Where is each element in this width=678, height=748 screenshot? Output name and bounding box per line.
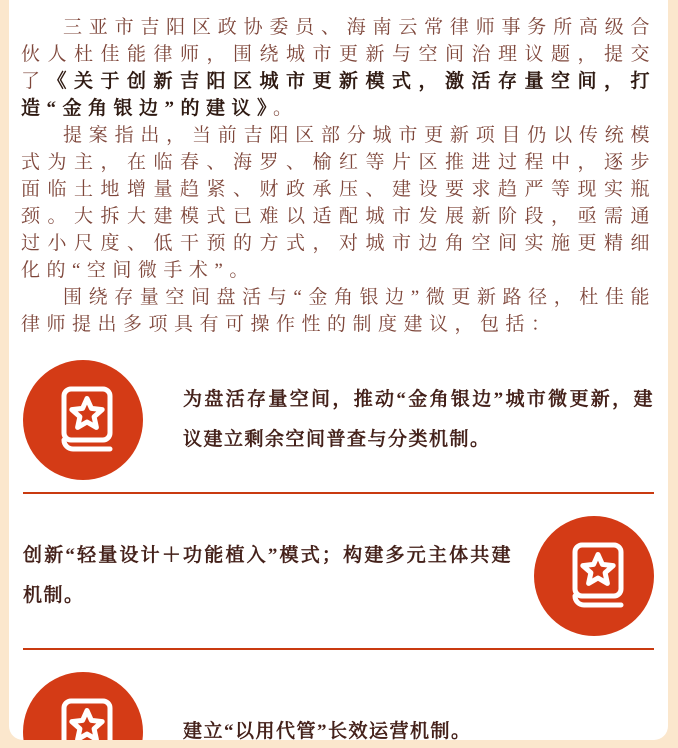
paragraph-block <box>21 14 656 338</box>
paragraph <box>21 14 656 122</box>
paragraph-text: 围绕存量空间盘活与“金角银边”微更新路径，杜佳能律师提出多项具有可操作性的制度建议，包括： <box>21 287 656 335</box>
book-star-icon <box>534 516 654 636</box>
paragraph <box>21 284 656 338</box>
proposal-items <box>21 338 656 740</box>
proposal-item <box>21 494 656 648</box>
proposal-item <box>21 650 656 740</box>
book-star-icon <box>23 360 143 480</box>
proposal-title-text: 《关于创新吉阳区城市更新模式，激活存量空间，打造“金角银边”的建议》 <box>21 71 656 119</box>
paragraph-text: 三亚市吉阳区政协委员、海南云常律师事务所高级合伙人杜佳能律师，围绕城市更新与空间治理议题，提交了 <box>21 17 656 92</box>
paragraph-text: 。 <box>273 98 299 119</box>
proposal-item-text: 为盘活存量空间，推动“金角银边”城市微更新，建议建立剩余空间普查与分类机制。 <box>183 389 654 450</box>
proposal-item <box>21 338 656 492</box>
paragraph <box>21 122 656 284</box>
proposal-item-text: 建立“以用代管”长效运营机制。 <box>183 721 472 740</box>
paragraph-text: 提案指出，当前吉阳区部分城市更新项目仍以传统模式为主，在临春、海罗、榆红等片区推进过程中，逐步面临土地增量趋紧、财政承压、建设要求趋严等现实瓶颈。大拆大建模式已难以适配城市发展新阶段，亟需通过小尺度、低干预的方式，对城市边角空间实施更精细化的“空间微手术”。 <box>21 125 656 281</box>
article-card <box>9 0 668 740</box>
book-star-icon <box>23 672 143 740</box>
proposal-item-text: 创新“轻量设计＋功能植入”模式；构建多元主体共建机制。 <box>23 545 512 606</box>
